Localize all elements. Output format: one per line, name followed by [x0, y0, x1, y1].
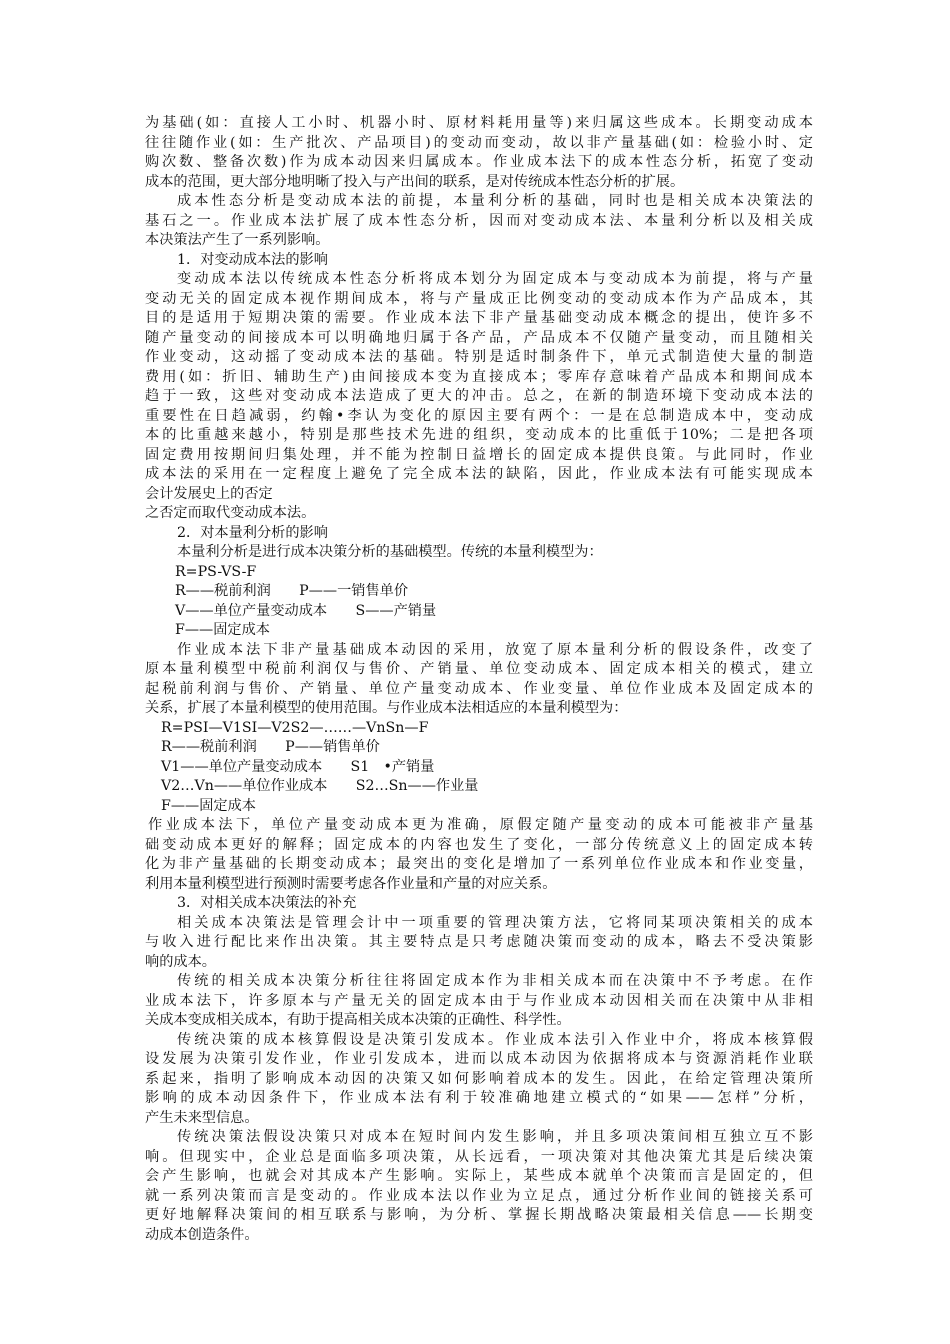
text-line: 之否定而取代变动成本法。 [145, 505, 316, 521]
text-line: 往往随作业(如：生产批次、产品项目)的变动而变动，故以非产量基础(如：检验小时、定 [145, 134, 813, 151]
text-line: 基石之一。作业成本法扩展了成本性态分析，因而对变动成本法、本量利分析以及相关成 [145, 212, 813, 229]
text-line: 固定费用按期间归集处理，并不能为控制日益增长的固定成本提供良策。与此同时，作业 [145, 446, 813, 463]
text-line: 就一系列决策而言是变动的。作业成本法以作业为立足点，通过分析作业间的链接关系可 [145, 1187, 813, 1204]
text-line: 设发展为决策引发作业，作业引发成本，进而以成本动因为依据将成本与资源消耗作业联 [145, 1051, 813, 1067]
text-line: 重要性在日趋减弱，约翰•李认为变化的原因主要有两个：一是在总制造成本中，变动成 [145, 407, 813, 424]
text-line: 作业成本法下，单位产量变动成本更为准确，原假定随产量变动的成本可能被非产量基 [148, 817, 813, 833]
text-line: 成本的范围，更大部分地明晰了投入与产出间的联系，是对传统成本性态分析的扩展。 [145, 173, 685, 190]
formula-line: F——固定成本 [161, 797, 256, 814]
text-line: 础变动成本更好的解释；固定成本的内容也发生了变化，一部分传统意义上的固定成本转 [145, 836, 813, 853]
formula-line: V——单位产量变动成本 S——产销量 [175, 602, 437, 619]
formula-line: R=PSI—V1SI—V2S2—……—VnSn—F [161, 719, 429, 736]
formula-line: R——税前利润 P——销售单价 [161, 739, 380, 755]
text-line: 本决策法产生了一系列影响。 [145, 232, 330, 248]
text-line: 目的是适用于短期决策的需要。作业成本法下非产量基础变动成本概念的提出，使许多不 [145, 310, 813, 326]
text-line: 会计发展史上的否定 [145, 485, 273, 502]
formula-line: V1——单位产量变动成本 S1 •产销量 [161, 758, 435, 775]
text-line: 为基础(如：直接人工小时、机器小时、原材料耗用量等)来归属这些成本。长期变动成本 [145, 115, 813, 131]
text-line: 原本量利模型中税前利润仅与售价、产销量、单位变动成本、固定成本相关的模式，建立 [145, 661, 813, 677]
section-heading: 2．对本量利分析的影响 [177, 524, 328, 541]
text-line: 响。但现实中，企业总是面临多项决策，从长远看，一项决策对其他决策尤其是后续决策 [145, 1148, 813, 1165]
text-line: 会产生影响，也就会对其成本产生影响。实际上，某些成本就单个决策而言是固定的，但 [145, 1168, 813, 1184]
text-line: 更好地解释决策间的相互联系与影响，为分析、掌握长期战略决策最相关信息——长期变 [145, 1207, 813, 1223]
text-line: 业成本法下，许多原本与产量无关的固定成本由于与作业成本动因相关而在决策中从非相 [145, 992, 813, 1009]
document-body [145, 114, 813, 1245]
text-line: 响的成本。 [145, 953, 216, 970]
text-line: 关系，扩展了本量利模型的使用范围。与作业成本法相适应的本量利模型为： [145, 700, 628, 716]
text-line: 成本法的采用在一定程度上避免了完全成本法的缺陷，因此，作业成本法有可能实现成本 [145, 466, 813, 482]
text-line: 成本性态分析是变动成本法的前提，本量利分析的基础，同时也是相关成本决策法的 [177, 193, 813, 209]
text-line: 传统的相关成本决策分析往往将固定成本作为非相关成本而在决策中不予考虑。在作 [177, 973, 813, 989]
text-line: 系起来，指明了影响成本动因的决策又如何影响着成本的发生。因此，在给定管理决策所 [145, 1070, 813, 1087]
text-line: 变动成本法以传统成本性态分析将成本划分为固定成本与变动成本为前提，将与产量 [177, 271, 813, 287]
text-line: 随产量变动的间接成本可以明确地归属于各产品，产品成本不仅随产量变动，而且随相关 [145, 329, 813, 346]
text-line: 传统决策法假设决策只对成本在短时间内发生影响，并且多项决策间相互独立互不影 [177, 1129, 813, 1145]
text-line: 利用本量利模型进行预测时需要考虑各作业量和产量的对应关系。 [145, 875, 557, 892]
formula-line: R=PS-VS-F [175, 563, 257, 580]
text-line: 作业变动，这动摇了变动成本法的基础。特别是适时制条件下，单元式制造使大量的制造 [145, 349, 813, 365]
text-line: 传统决策的成本核算假设是决策引发成本。作业成本法引入作业中介，将成本核算假 [177, 1031, 813, 1048]
text-line: 趋于一致，这些对变动成本法造成了更大的冲击。总之，在新的制造环境下变动成本法的 [145, 388, 813, 404]
text-line: 化为非产量基础的长期变动成本；最突出的变化是增加了一系列单位作业成本和作业变量， [145, 856, 813, 872]
text-line: 购次数、整备次数)作为成本动因来归属成本。作业成本法下的成本性态分析，拓宽了变动 [145, 154, 813, 170]
section-heading: 1．对变动成本法的影响 [177, 251, 328, 268]
text-line: 变动无关的固定成本视作期间成本，将与产量成正比例变动的变动成本作为产品成本，其 [145, 290, 813, 307]
text-line: 与收入进行配比来作出决策。其主要特点是只考虑随决策而变动的成本，略去不受决策影 [145, 934, 813, 950]
text-line: 本量利分析是进行成本决策分析的基础模型。传统的本量利模型为： [177, 544, 603, 560]
text-line: 费用(如：折旧、辅助生产)由间接成本变为直接成本；零库存意味着产品成本和期间成本 [145, 368, 813, 385]
text-line: 相关成本决策法是管理会计中一项重要的管理决策方法，它将同某项决策相关的成本 [177, 914, 813, 931]
formula-line: V2…Vn——单位作业成本 S2…Sn——作业量 [161, 778, 479, 794]
formula-line: R——税前利润 P——一销售单价 [175, 583, 409, 599]
text-line: 产生未来型信息。 [145, 1109, 259, 1126]
text-line: 影响的成本动因条件下，作业成本法有利于较准确地建立模式的“如果——怎样”分析， [145, 1090, 813, 1106]
formula-line: F——固定成本 [175, 622, 270, 638]
text-line: 作业成本法下非产量基础成本动因的采用，放宽了原本量利分析的假设条件，改变了 [177, 641, 813, 658]
text-line: 动成本创造条件。 [145, 1226, 259, 1243]
text-line: 本的比重越来越小，特别是那些技术先进的组织，变动成本的比重低于10%；二是把各项 [145, 427, 813, 443]
text-line: 关成本变成相关成本，有助于提高相关成本决策的正确性、科学性。 [145, 1012, 571, 1028]
text-line: 起税前利润与售价、产销量、单位产量变动成本、作业变量、单位作业成本及固定成本的 [145, 680, 813, 697]
section-heading: 3．对相关成本决策法的补充 [177, 895, 357, 911]
